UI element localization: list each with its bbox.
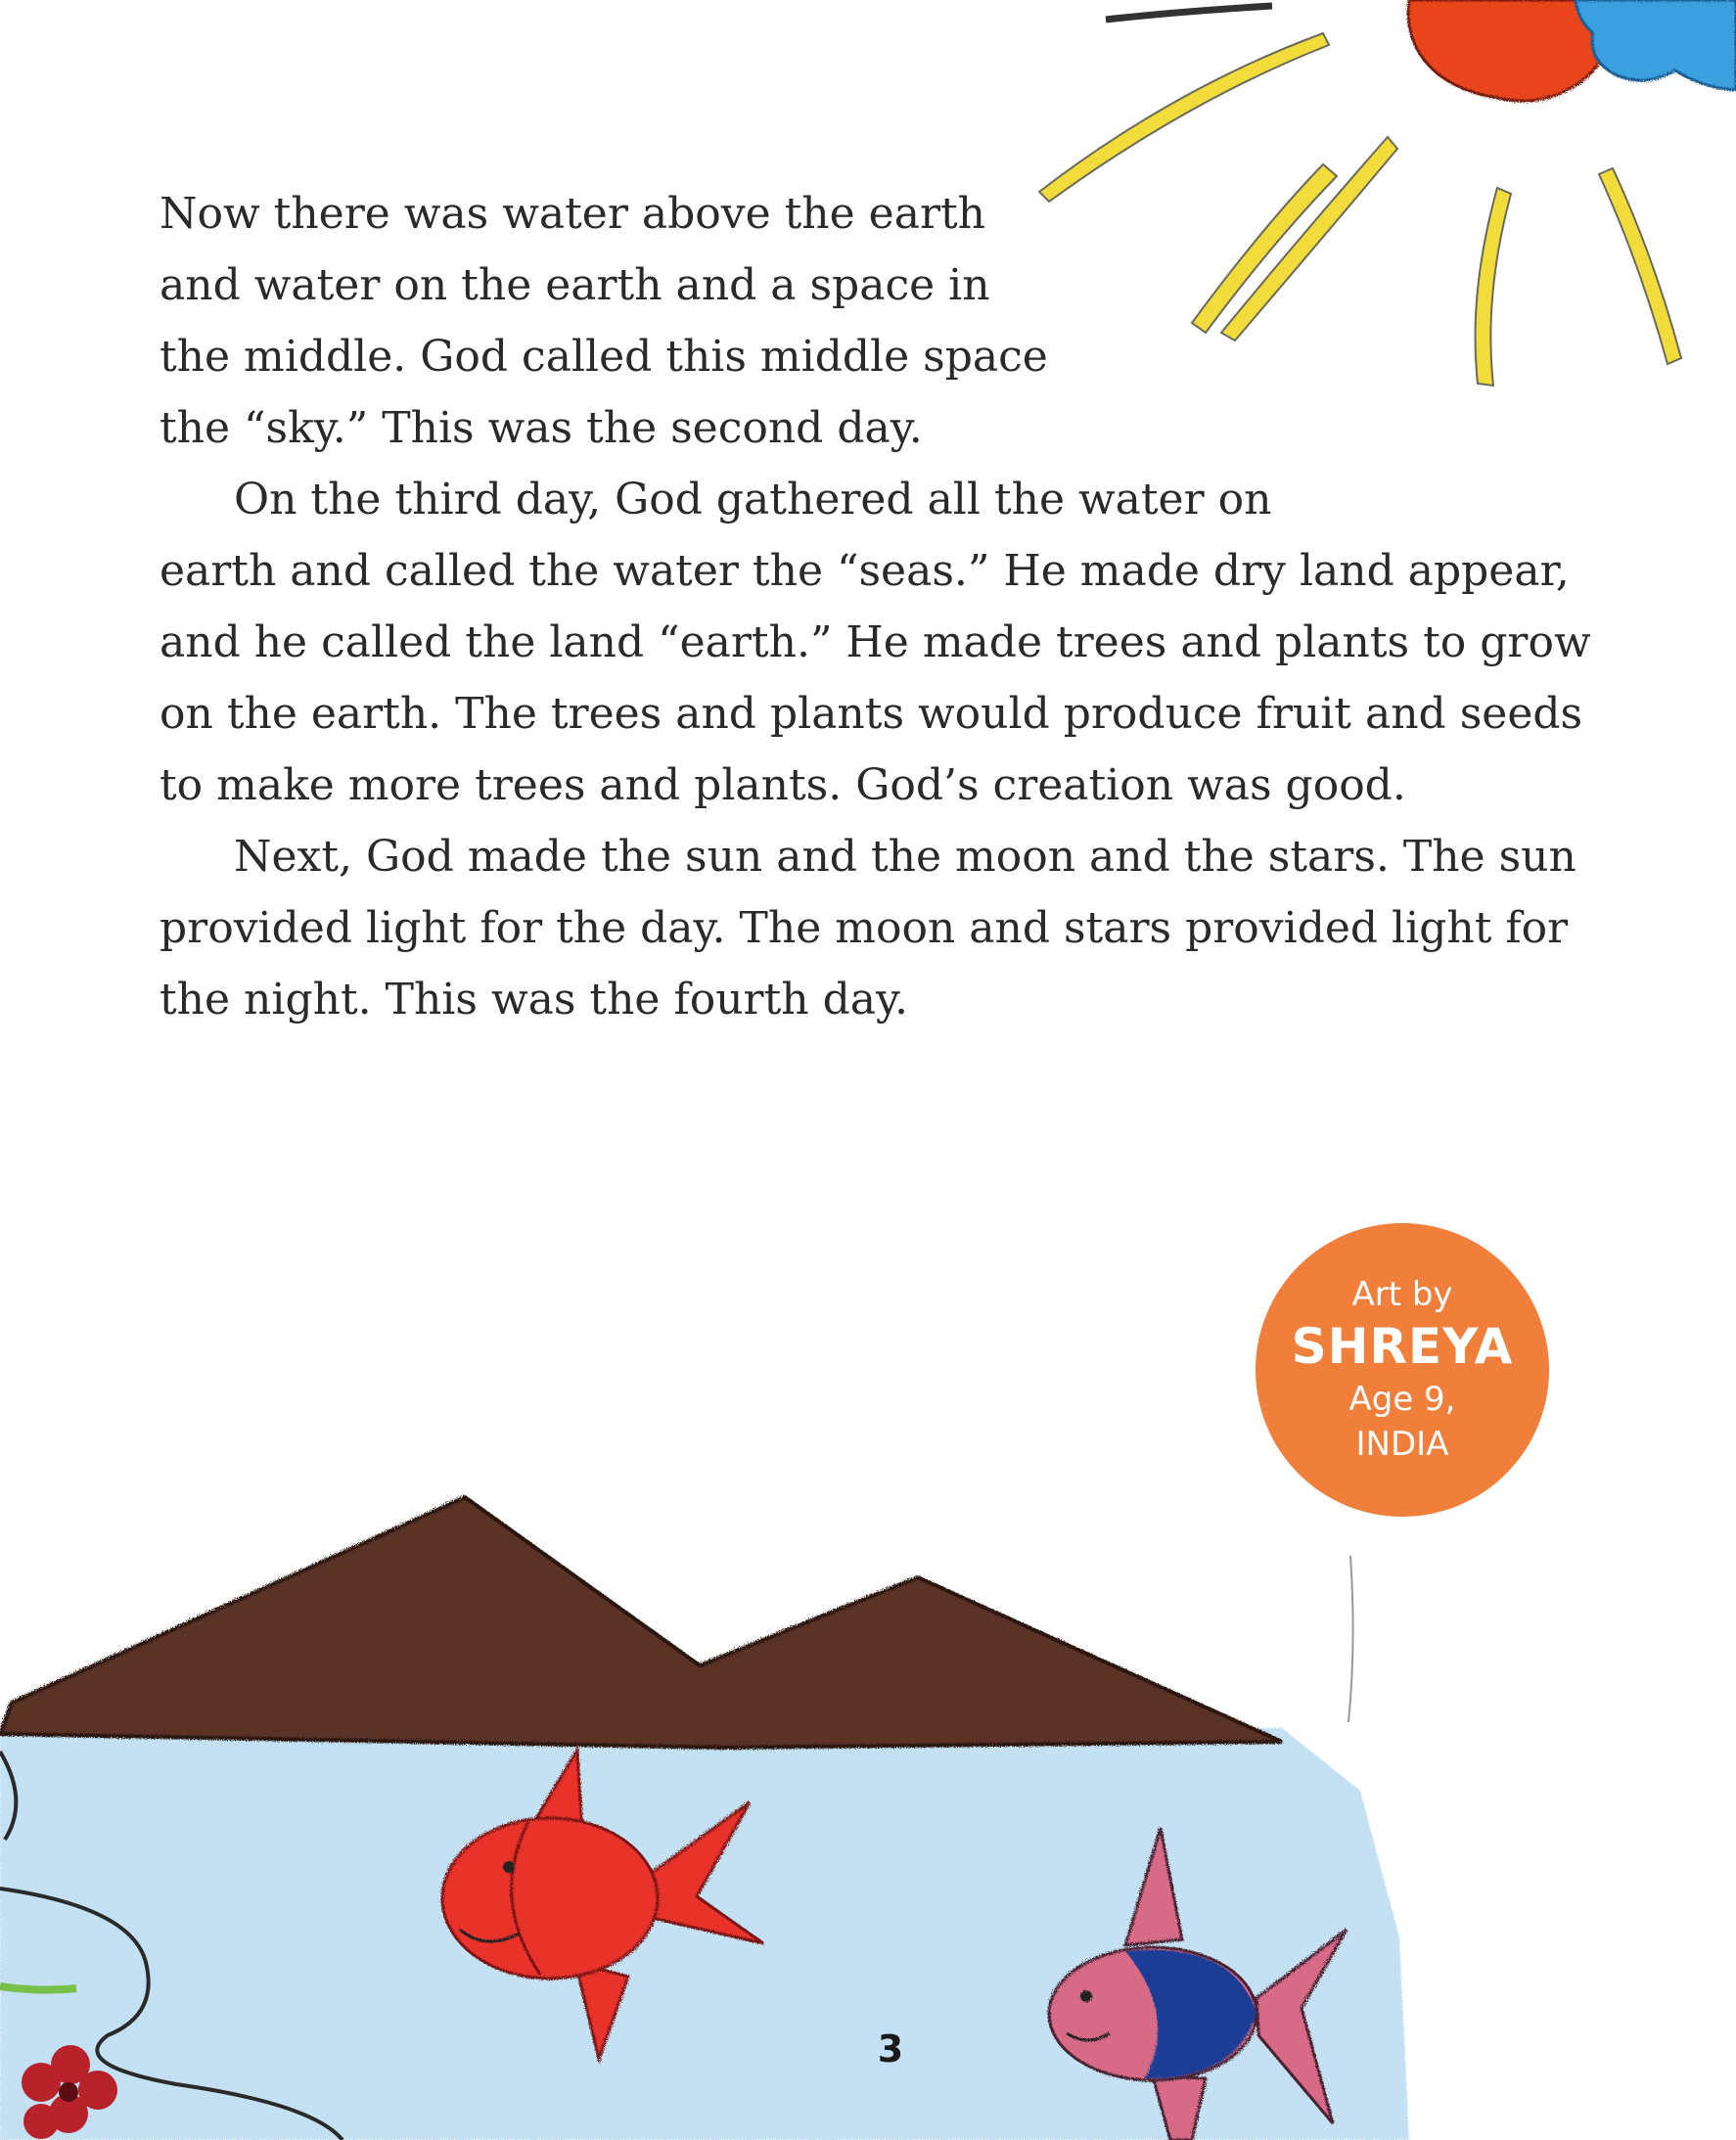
landscape-drawing bbox=[0, 1497, 1409, 2140]
text-line: the “sky.” This was the second day. bbox=[160, 403, 923, 453]
text-line: provided light for the day. The moon and stars provided light for bbox=[160, 903, 1569, 953]
paragraph-third-day bbox=[160, 464, 1591, 821]
artist-credit-badge bbox=[1256, 1223, 1549, 1517]
sky-stroke bbox=[1106, 6, 1272, 20]
text-line: Next, God made the sun and the moon and the stars. The sun bbox=[234, 832, 1576, 882]
text-line: the night. This was the fourth day. bbox=[160, 975, 908, 1024]
red-fish-body bbox=[442, 1818, 658, 1979]
page-number: 3 bbox=[877, 2027, 904, 2071]
text-line: the middle. God called this middle space bbox=[160, 332, 1048, 382]
paragraph-fourth-day bbox=[160, 821, 1578, 1035]
blue-fish-eye bbox=[1080, 1990, 1092, 2002]
scratch-line bbox=[1348, 1556, 1353, 1722]
story-text bbox=[160, 178, 1591, 1035]
red-fish-eye bbox=[503, 1861, 515, 1873]
mountains bbox=[0, 1497, 1282, 1748]
artist-country: INDIA bbox=[1355, 1425, 1449, 1464]
text-line: and he called the land “earth.” He made trees and plants to grow bbox=[160, 617, 1591, 667]
text-line: Now there was water above the earth bbox=[160, 189, 985, 239]
text-line: On the third day, God gathered all the water on bbox=[234, 475, 1272, 524]
text-line: to make more trees and plants. God’s creation was good. bbox=[160, 760, 1406, 810]
grass-stroke bbox=[0, 1986, 76, 1990]
cloud-shape bbox=[1576, 0, 1736, 90]
text-line: on the earth. The trees and plants would produce fruit and seeds bbox=[160, 689, 1583, 739]
text-line: and water on the earth and a space in bbox=[160, 260, 990, 310]
text-line: earth and called the water the “seas.” He made dry land appear, bbox=[160, 546, 1570, 596]
art-by-label: Art by bbox=[1351, 1275, 1453, 1314]
paragraph-second-day bbox=[160, 178, 1578, 464]
artist-age: Age 9, bbox=[1348, 1380, 1456, 1419]
artist-name: SHREYA bbox=[1291, 1318, 1514, 1375]
